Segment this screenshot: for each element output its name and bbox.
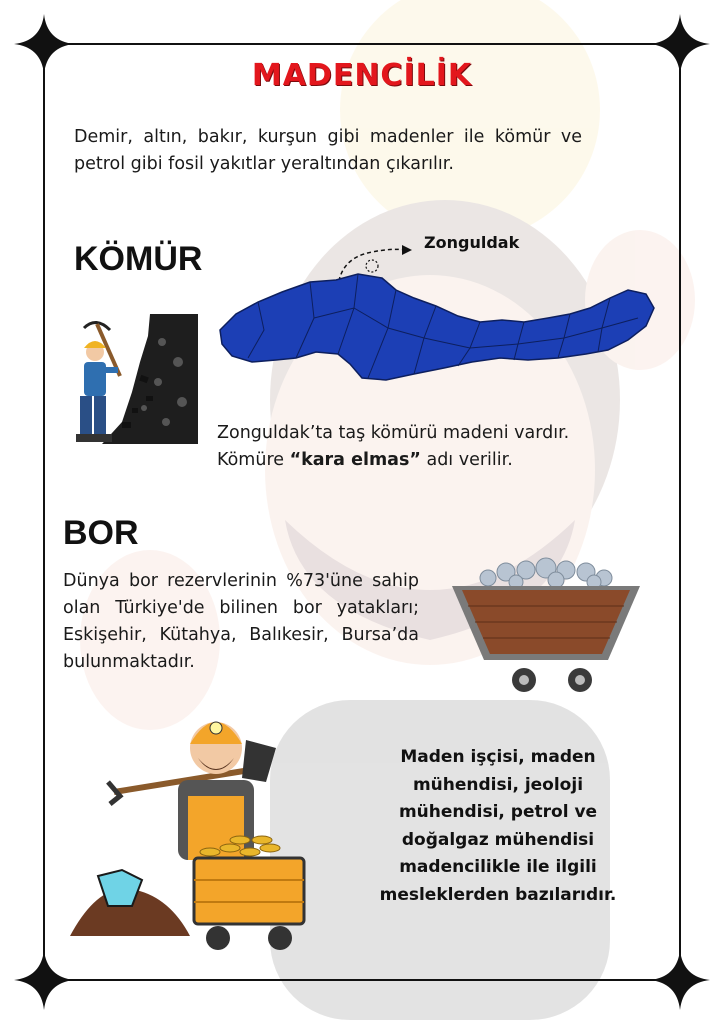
komur-paragraph xyxy=(217,420,637,474)
komur-line-1: Zonguldak’ta taş kömürü madeni vardır. xyxy=(217,423,570,443)
frame-left-line xyxy=(43,44,45,980)
komur-line-2-prefix: Kömüre xyxy=(217,450,290,470)
jobs-line-3: mühendisi, petrol ve xyxy=(398,802,598,822)
page-title: MADENCİLİK xyxy=(251,58,473,93)
coal-miner-illustration xyxy=(62,312,200,446)
corner-star-bottom-right xyxy=(650,950,710,1010)
mine-cart-illustration xyxy=(448,556,644,698)
kara-elmas-bold: “kara elmas” xyxy=(289,450,421,470)
komur-line-2-suffix: adı verilir. xyxy=(420,450,513,470)
jobs-paragraph xyxy=(362,744,634,909)
komur-heading: KÖMÜR xyxy=(74,240,203,278)
frame-bottom-line xyxy=(44,979,680,981)
black-sea-region-map xyxy=(218,268,658,382)
jobs-line-6: mesleklerden bazılarıdır. xyxy=(379,884,617,905)
bor-heading: BOR xyxy=(63,514,139,552)
jobs-line-4: doğalgaz mühendisi xyxy=(401,829,595,850)
jobs-line-5: madencilikle ile ilgili xyxy=(399,857,597,877)
jobs-line-2: mühendisi, jeoloji xyxy=(412,774,584,795)
corner-star-bottom-left xyxy=(14,950,74,1010)
miner-with-gold-cart-illustration xyxy=(70,700,310,956)
bor-paragraph: Dünya bor rezervlerinin %73'üne sahip olan Türkiye'de bilinen bor yatakları; Eskişehir, Kütahya, Balıkesir, Bursa’da bulunmaktadır. xyxy=(63,571,419,672)
intro-paragraph: Demir, altın, bakır, kurşun gibi madenler ile kömür ve petrol gibi fosil yakıtlar yeraltından çıkarılır. xyxy=(74,127,582,174)
frame-top-line xyxy=(44,43,680,45)
frame-right-line xyxy=(679,44,681,980)
zonguldak-map-label: Zonguldak xyxy=(424,233,520,252)
jobs-line-1: Maden işçisi, maden xyxy=(400,747,596,767)
